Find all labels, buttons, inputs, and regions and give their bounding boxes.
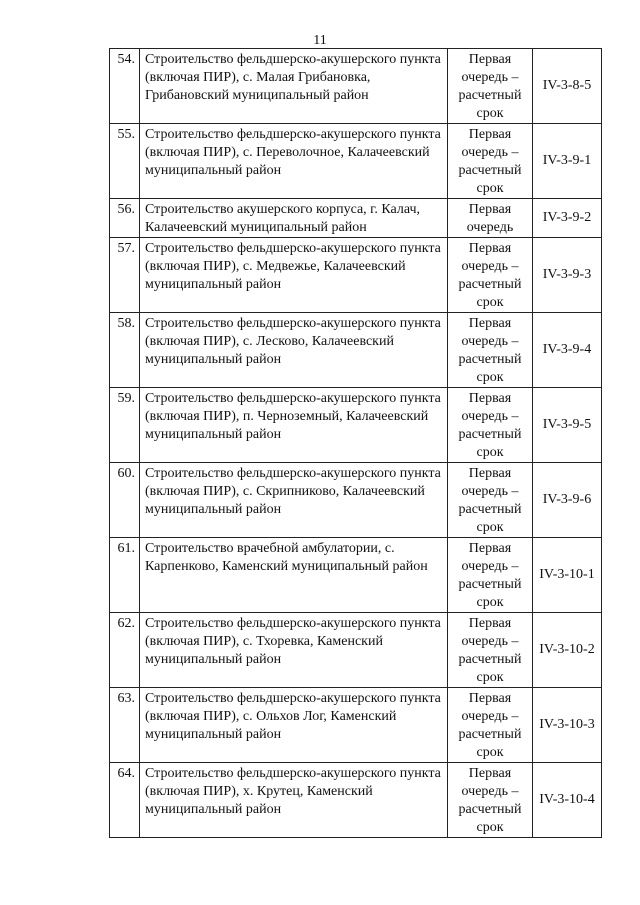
table-row xyxy=(110,613,602,688)
row-description: Строительство фельдшерско-акушерского пункта (включая ПИР), с. Ольхов Лог, Каменский муниципальный район xyxy=(140,688,448,763)
row-code: IV-3-10-4 xyxy=(533,763,602,838)
row-description: Строительство фельдшерско-акушерского пункта (включая ПИР), с. Скрипниково, Калачеевский муниципальный район xyxy=(140,463,448,538)
row-code: IV-3-9-1 xyxy=(533,124,602,199)
row-number: 55. xyxy=(110,124,140,199)
table-row xyxy=(110,388,602,463)
row-number: 61. xyxy=(110,538,140,613)
table-row xyxy=(110,199,602,238)
row-term: Первая очередь – расчетный срок xyxy=(448,613,533,688)
row-description: Строительство врачебной амбулатории, с. Карпенково, Каменский муниципальный район xyxy=(140,538,448,613)
row-number: 64. xyxy=(110,763,140,838)
row-code: IV-3-9-6 xyxy=(533,463,602,538)
row-term: Первая очередь – расчетный срок xyxy=(448,463,533,538)
row-code: IV-3-9-3 xyxy=(533,238,602,313)
row-term: Первая очередь xyxy=(448,199,533,238)
row-code: IV-3-9-4 xyxy=(533,313,602,388)
row-number: 57. xyxy=(110,238,140,313)
table-row xyxy=(110,124,602,199)
row-term: Первая очередь – расчетный срок xyxy=(448,313,533,388)
row-code: IV-3-10-3 xyxy=(533,688,602,763)
row-term: Первая очередь – расчетный срок xyxy=(448,124,533,199)
row-code: IV-3-9-2 xyxy=(533,199,602,238)
projects-table xyxy=(109,48,602,838)
row-term: Первая очередь – расчетный срок xyxy=(448,49,533,124)
row-description: Строительство фельдшерско-акушерского пункта (включая ПИР), с. Малая Грибановка, Грибановский муниципальный район xyxy=(140,49,448,124)
row-description: Строительство фельдшерско-акушерского пункта (включая ПИР), с. Медвежье, Калачеевский муниципальный район xyxy=(140,238,448,313)
row-number: 58. xyxy=(110,313,140,388)
table-row xyxy=(110,49,602,124)
row-number: 63. xyxy=(110,688,140,763)
row-code: IV-3-9-5 xyxy=(533,388,602,463)
row-description: Строительство акушерского корпуса, г. Калач, Калачеевский муниципальный район xyxy=(140,199,448,238)
row-code: IV-3-8-5 xyxy=(533,49,602,124)
page-number: 11 xyxy=(313,33,327,48)
row-description: Строительство фельдшерско-акушерского пункта (включая ПИР), с. Переволочное, Калачеевский муниципальный район xyxy=(140,124,448,199)
row-number: 59. xyxy=(110,388,140,463)
row-number: 56. xyxy=(110,199,140,238)
row-term: Первая очередь – расчетный срок xyxy=(448,688,533,763)
row-term: Первая очередь – расчетный срок xyxy=(448,388,533,463)
table-row xyxy=(110,763,602,838)
table-row xyxy=(110,688,602,763)
row-description: Строительство фельдшерско-акушерского пункта (включая ПИР), с. Тхоревка, Каменский муниципальный район xyxy=(140,613,448,688)
row-number: 54. xyxy=(110,49,140,124)
row-number: 60. xyxy=(110,463,140,538)
row-code: IV-3-10-1 xyxy=(533,538,602,613)
table-row xyxy=(110,313,602,388)
row-term: Первая очередь – расчетный срок xyxy=(448,763,533,838)
projects-table-body xyxy=(110,49,602,838)
row-description: Строительство фельдшерско-акушерского пункта (включая ПИР), с. Лесково, Калачеевский муниципальный район xyxy=(140,313,448,388)
table-row xyxy=(110,463,602,538)
row-description: Строительство фельдшерско-акушерского пункта (включая ПИР), х. Крутец, Каменский муниципальный район xyxy=(140,763,448,838)
row-code: IV-3-10-2 xyxy=(533,613,602,688)
row-description: Строительство фельдшерско-акушерского пункта (включая ПИР), п. Черноземный, Калачеевский муниципальный район xyxy=(140,388,448,463)
row-term: Первая очередь – расчетный срок xyxy=(448,238,533,313)
table-row xyxy=(110,538,602,613)
row-number: 62. xyxy=(110,613,140,688)
row-term: Первая очередь – расчетный срок xyxy=(448,538,533,613)
table-row xyxy=(110,238,602,313)
